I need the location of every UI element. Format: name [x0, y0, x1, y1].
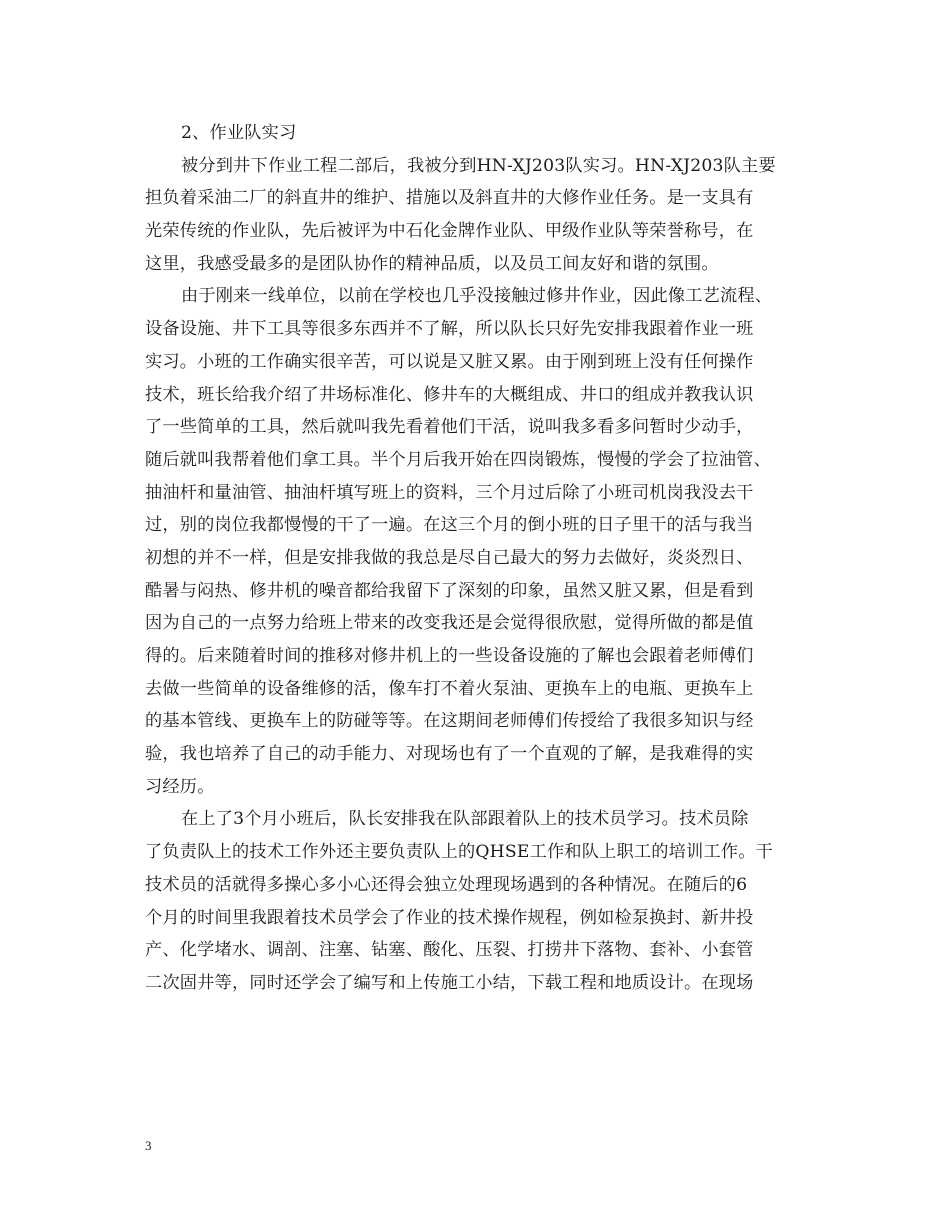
paragraph-line: 光荣传统的作业队，先后被评为中石化金牌作业队、甲级作业队等荣誉称号，在 [145, 221, 754, 242]
paragraph-line: 担负着采油二厂的斜直井的维护、措施以及斜直井的大修作业任务。是一支具有 [145, 188, 754, 209]
paragraph-line: 随后就叫我帮着他们拿工具。半个月后我开始在四岗锻炼，慢慢的学会了拉油管、 [145, 449, 771, 470]
paragraph-line: 了负责队上的技术工作外还主要负责队上的QHSE工作和队上职工的培训工作。干 [145, 842, 773, 863]
paragraph-line: 这里，我感受最多的是团队协作的精神品质，以及员工间友好和谐的氛围。 [145, 253, 719, 274]
paragraph-line: 酷暑与闷热、修井机的噪音都给我留下了深刻的印象，虽然又脏又累，但是看到 [145, 580, 754, 601]
paragraph-line: 去做一些简单的设备维修的活，像车打不着火泵油、更换车上的电瓶、更换车上 [145, 678, 754, 699]
page-number: 3 [145, 1138, 152, 1153]
paragraph-line: 的基本管线、更换车上的防碰等等。在这期间老师傅们传授给了我很多知识与经 [145, 711, 754, 732]
paragraph-line: 由于刚来一线单位，以前在学校也几乎没接触过修井作业，因此像工艺流程、 [181, 286, 773, 307]
paragraph-line: 得的。后来随着时间的推移对修井机上的一些设备设施的了解也会跟着老师傅们 [145, 646, 754, 666]
paragraph-line: 个月的时间里我跟着技术员学会了作业的技术操作规程，例如检泵换封、新井投 [145, 907, 754, 928]
paragraph-line: 初想的并不一样，但是安排我做的我总是尽自己最大的努力去做好，炎炎烈日、 [145, 547, 754, 568]
paragraph-line: 被分到井下作业工程二部后，我被分到HN-XJ203队实习。HN-XJ203队主要 [181, 155, 776, 176]
paragraph-line: 习经历。 [145, 776, 215, 797]
paragraph-line: 了一些简单的工具，然后就叫我先看着他们干活，说叫我多看多问暂时少动手， [145, 417, 754, 438]
paragraph-line: 在上了3个月小班后，队长安排我在队部跟着队上的技术员学习。技术员除 [181, 809, 749, 830]
paragraph-line: 实习。小班的工作确实很辛苦，可以说是又脏又累。由于刚到班上没有任何操作 [145, 351, 754, 372]
paragraph-line: 验，我也培养了自己的动手能力、对现场也有了一个直观的了解，是我难得的实 [145, 744, 754, 765]
paragraph-line: 过，别的岗位我都慢慢的干了一遍。在这三个月的倒小班的日子里干的活与我当 [145, 515, 754, 536]
paragraph-line: 因为自己的一点努力给班上带来的改变我还是会觉得很欣慰，觉得所做的都是值 [145, 613, 754, 634]
section-heading: 2、作业队实习 [181, 123, 297, 143]
paragraph-line: 产、化学堵水、调剖、注塞、钻塞、酸化、压裂、打捞井下落物、套补、小套管 [145, 940, 754, 961]
paragraph-line: 设备设施、井下工具等很多东西并不了解，所以队长只好先安排我跟着作业一班 [145, 319, 754, 340]
body-text [145, 117, 810, 1000]
paragraph-line: 二次固井等，同时还学会了编写和上传施工小结，下载工程和地质设计。在现场 [145, 972, 754, 993]
paragraph-line: 技术，班长给我介绍了井场标准化、修井车的大概组成、井口的组成并教我认识 [145, 384, 754, 405]
paragraph-line: 技术员的活就得多操心多小心还得会独立处理现场遇到的各种情况。在随后的6 [145, 874, 748, 895]
paragraph-line: 抽油杆和量油管、抽油杆填写班上的资料，三个月过后除了小班司机岗我没去干 [145, 482, 754, 503]
